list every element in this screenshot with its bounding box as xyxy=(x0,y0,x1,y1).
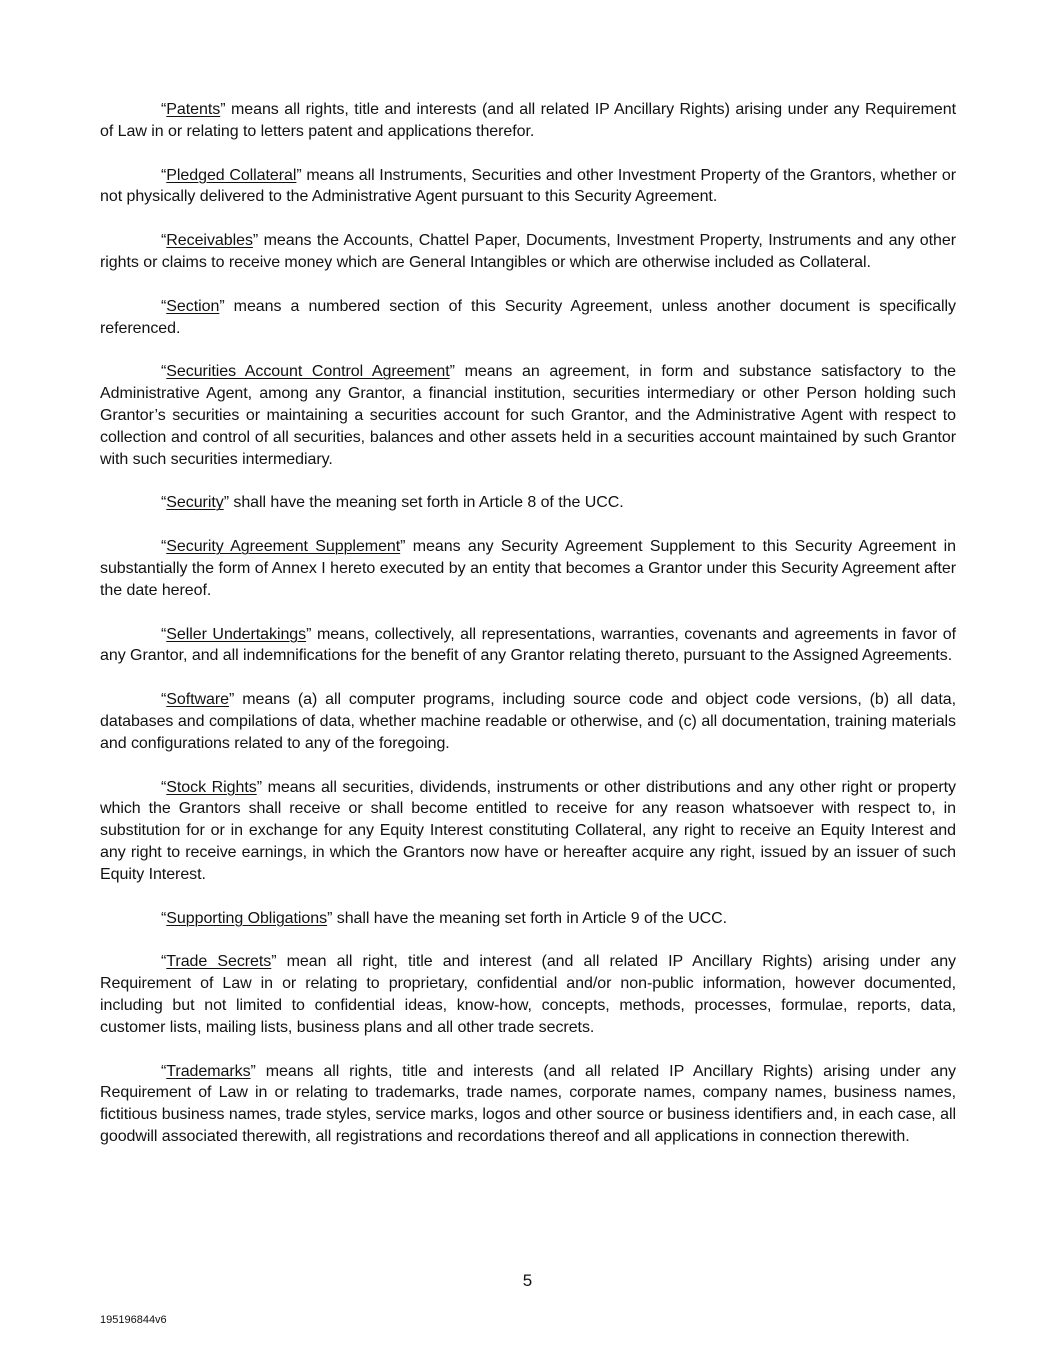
defined-term: Patents xyxy=(166,101,221,118)
definition-paragraph xyxy=(100,777,956,886)
open-quote: “ xyxy=(161,232,167,250)
definition-text: means (a) all computer programs, including source code and object code versions, (b) all data, databases and compilations of data, whether machine readable or otherwise, and (c) all documentation, training materials and configurations related to any of the foregoing. xyxy=(100,691,956,752)
defined-term: Securities Account Control Agreement xyxy=(166,363,450,381)
defined-term: Software xyxy=(166,691,230,709)
defined-term: Stock Rights xyxy=(166,778,257,796)
definition-paragraph xyxy=(100,165,956,209)
defined-term: Trade Secrets xyxy=(166,953,272,971)
defined-term: Seller Undertakings xyxy=(166,625,307,643)
defined-term: Receivables xyxy=(166,232,253,250)
definition-paragraph xyxy=(100,361,956,470)
open-quote: “ xyxy=(161,101,167,118)
open-quote: “ xyxy=(161,625,167,643)
open-quote: “ xyxy=(161,494,167,512)
close-quote: ” xyxy=(250,1062,256,1080)
close-quote: ” xyxy=(327,909,333,927)
close-quote: ” xyxy=(229,691,235,709)
open-quote: “ xyxy=(161,166,167,184)
definition-text: shall have the meaning set forth in Article 9 of the UCC. xyxy=(332,909,727,927)
definition-text: means all Instruments, Securities and other Investment Property of the Grantors, whether or not physically delivered to the Administrative Agent pursuant to this Security Agreement. xyxy=(100,166,956,206)
definition-paragraph xyxy=(100,1061,956,1148)
definition-text: means all rights, title and interests (and all related IP Ancillary Rights) arising under any Requirement of Law in or relating to trademarks, trade names, corporate names, company names, business names, fictitious business names, trade styles, service marks, logos and other source or business identifiers and, in each case, all goodwill associated therewith, all registrations and recordations thereof and all applications in connection therewith. xyxy=(100,1062,956,1145)
defined-term: Security Agreement Supplement xyxy=(166,538,401,556)
defined-term: Section xyxy=(166,297,220,315)
definition-text: means a numbered section of this Security Agreement, unless another document is specifically referenced. xyxy=(100,297,956,337)
close-quote: ” xyxy=(271,953,277,971)
definition-paragraph xyxy=(100,908,956,930)
definition-paragraph xyxy=(100,230,956,274)
open-quote: “ xyxy=(161,1062,167,1080)
definition-text: means all rights, title and interests (and all related IP Ancillary Rights) arising under any Requirement of Law in or relating to letters patent and applications therefor. xyxy=(100,101,956,140)
close-quote: ” xyxy=(219,297,225,315)
close-quote: ” xyxy=(256,778,262,796)
open-quote: “ xyxy=(161,691,167,709)
open-quote: “ xyxy=(161,538,167,556)
defined-term: Pledged Collateral xyxy=(166,166,297,184)
open-quote: “ xyxy=(161,953,167,971)
definition-text: shall have the meaning set forth in Article 8 of the UCC. xyxy=(228,494,624,512)
definition-text: means all securities, dividends, instruments or other distributions and any other right or property which the Grantors shall receive or shall become entitled to receive for any reason whatsoever with respect to, in substitution for or in exchange for any Equity Interest constituting Collateral, any right to receive an Equity Interest and any right to receive earnings, in which the Grantors now have or hereafter acquire any right, issued by an issuer of such Equity Interest. xyxy=(100,778,956,883)
defined-term: Trademarks xyxy=(166,1062,251,1080)
definition-text: means the Accounts, Chattel Paper, Documents, Investment Property, Instruments and any other rights or claims to receive money which are General Intangibles or which are otherwise included as Collateral. xyxy=(100,232,956,271)
definition-paragraph xyxy=(100,951,956,1038)
definition-paragraph xyxy=(100,296,956,340)
open-quote: “ xyxy=(161,778,167,796)
close-quote: ” xyxy=(296,166,302,184)
close-quote: ” xyxy=(252,232,259,250)
definition-text: means an agreement, in form and substance satisfactory to the Administrative Agent, among any Grantor, a financial institution, securities intermediary or other Person holding such Grantor’s securities or maintaining a securities account for such Grantor, and the Administrative Agent with respect to collection and control of all securities, balances and other assets held in a securities account maintained by such Grantor with such securities intermediary. xyxy=(100,363,956,468)
definition-text: means, collectively, all representations, warranties, covenants and agreements in favor of any Grantor, and all indemnifications for the benefit of any Grantor relating thereto, pursuant to the Assigned Agreements. xyxy=(100,625,956,665)
definition-paragraph xyxy=(100,99,956,143)
close-quote: ” xyxy=(220,101,226,118)
definition-paragraph xyxy=(100,624,956,668)
definition-text: means any Security Agreement Supplement to this Security Agreement in substantially the form of Annex I hereto executed by an entity that becomes a Grantor under this Security Agreement after the date hereof. xyxy=(100,538,956,599)
close-quote: ” xyxy=(400,538,406,556)
defined-term: Security xyxy=(166,494,224,512)
open-quote: “ xyxy=(161,909,167,927)
definition-paragraph xyxy=(100,492,956,514)
close-quote: ” xyxy=(223,494,229,512)
close-quote: ” xyxy=(306,625,312,643)
definition-paragraph xyxy=(100,536,956,601)
close-quote: ” xyxy=(449,363,455,381)
open-quote: “ xyxy=(161,297,167,315)
definition-paragraph xyxy=(100,689,956,754)
definition-text: mean all right, title and interest (and all related IP Ancillary Rights) arising under any Requirement of Law in or relating to proprietary, confidential and/or non-public information, however documented, including but not limited to confidential ideas, know-how, concepts, methods, processes, formulae, reports, data, customer lists, mailing lists, business plans and all other trade secrets. xyxy=(100,953,956,1036)
open-quote: “ xyxy=(161,363,167,381)
page-number: 5 xyxy=(522,1271,533,1290)
definitions-section xyxy=(100,99,956,1170)
defined-term: Supporting Obligations xyxy=(166,909,328,927)
document-id: 195196844v6 xyxy=(100,1314,167,1326)
